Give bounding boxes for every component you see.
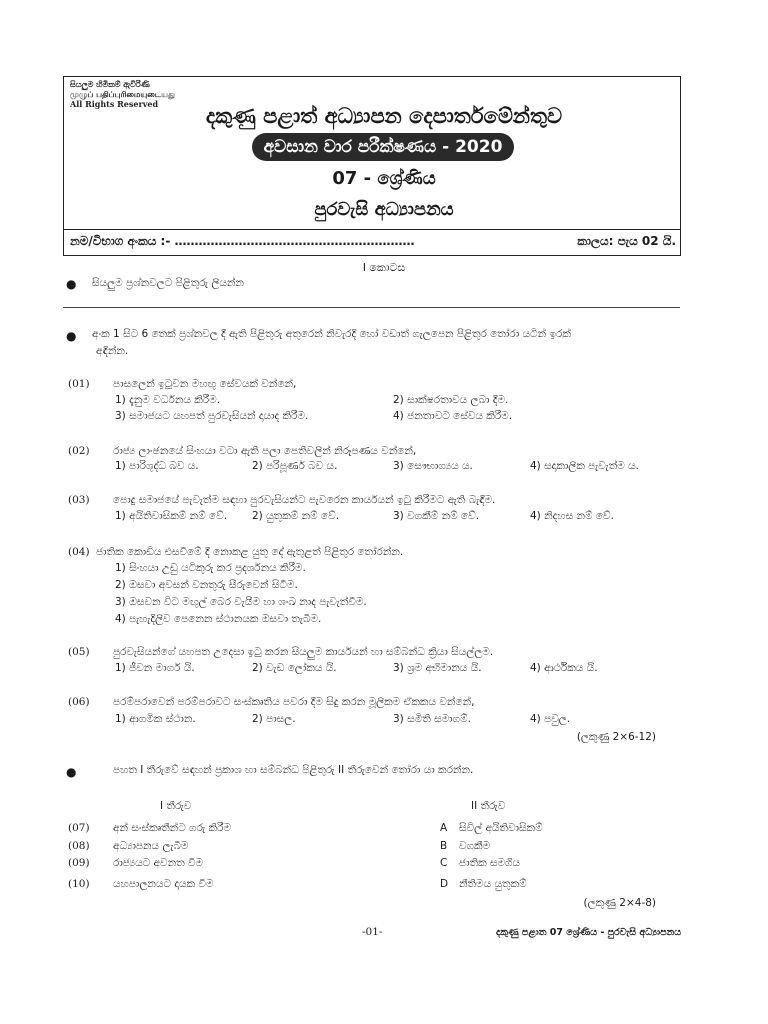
matching-instruction: පහත I තීරුවේ සඳහන් ප්‍රකාශ හා සම්බන්ධ පිළිතුරු II තීරුවෙන් තෝරා යා කරන්න. xyxy=(113,764,474,776)
question-number: (03) xyxy=(68,494,90,506)
option: 4) පැහැදිලිව පෙනෙන ස්ථානයක ඔසවා තැබීම. xyxy=(115,613,322,625)
marks-note: (ලකුණු 2×6-12) xyxy=(576,731,656,743)
matching-letter: C xyxy=(440,857,448,869)
footer-caption: දකුණු පළාත 07 ශ්‍රේණිය - පුරවැසි අධ්‍යාපනය xyxy=(496,927,682,938)
matching-left: අධ්‍යාපනය ලැබීම xyxy=(113,840,189,852)
matching-right: සිවිල් අයිතිවාසිකම් xyxy=(459,822,543,834)
matching-right: ජාතික සමගිය xyxy=(459,857,521,869)
matching-letter: A xyxy=(440,822,448,834)
question-text: පාසලෙන් ඉටුවන මහඟු සේවයක් වන්නේ, xyxy=(113,378,297,390)
divider xyxy=(63,307,680,308)
option: 3) වගකීම් නම් වේ. xyxy=(393,510,480,522)
matching-number: (10) xyxy=(68,878,90,890)
question-number: (04) xyxy=(68,546,90,558)
department-title: දකුණු පළාත් අධ්‍යාපන දෙපාර්තමේන්තුව xyxy=(205,104,563,128)
option: 1) පාරිශුද්ධ බව ය. xyxy=(115,460,199,472)
matching-letter: B xyxy=(440,840,448,852)
matching-letter: D xyxy=(440,878,449,890)
mcq-instruction-line-2: අඳින්න. xyxy=(96,345,129,357)
option: 3) ඔසවන විට මඟුල් බෙර වැයීම හා ශංඛ නාද පැවැත්වීම. xyxy=(115,596,367,608)
option: 4) ආර්ථිකය යි. xyxy=(530,662,598,674)
option: 2) පරිපූර්ණ බව ය. xyxy=(252,460,338,472)
matching-left: රාජ්‍යයට අවනත වීම xyxy=(113,857,204,869)
matching-right: වගකීම xyxy=(459,840,491,852)
rights-line-2: முழுப் பதிப்புரிமையுடையது xyxy=(70,89,175,99)
option: 2) සාක්ෂරතාවය ලබා දීම. xyxy=(393,394,509,406)
option: 4) සදාකාලික පැවැත්ම ය. xyxy=(530,460,639,472)
question-text: පරම්පරාවෙන් පරම්පරාවට සංස්කෘතිය පවරා දීම සිදු කරන මූලිකම ඒකකය වන්නේ, xyxy=(113,696,475,708)
option: 3) සෞභාග්‍යය ය. xyxy=(393,460,473,472)
option: 3) ශ්‍රම අභිමානය යි. xyxy=(393,662,482,674)
mcq-instruction-line-1: අංක 1 සිට 6 තෙක් ප්‍රශ්නවල දී ඇති පිළිතුරු අතුරෙන් නිවැරදි හෝ වඩාත් ගැලපෙන පිළිතුර තෝරා යටින් ඉරක් xyxy=(92,328,571,340)
rights-line-3: All Rights Reserved xyxy=(70,99,159,109)
bullet: ● xyxy=(66,329,77,343)
option: 4) ජනතාවට සේවය කිරීම. xyxy=(393,410,513,422)
option: 2) වැඩ ලෝකය යි. xyxy=(252,662,337,674)
question-number: (02) xyxy=(68,445,90,457)
option: 4) නිදහස නම් වේ. xyxy=(530,510,614,522)
column-1-title: I තීරුව xyxy=(160,800,192,812)
option: 3) සමිති සමාගම්. xyxy=(393,713,472,725)
question-text: පුරවැසියන්ගේ යහපත උදෙසා ඉටු කරන සියලුම කාර්යයන් හා සම්බන්ධ ක්‍රියා සියල්ලම. xyxy=(113,646,494,658)
option: 1) අයිතිවාසිකම් නම් වේ. xyxy=(115,510,228,522)
header-separator xyxy=(63,229,680,230)
question-number: (01) xyxy=(68,378,90,390)
matching-left: යහපාලනයට දායක වීම xyxy=(113,878,214,890)
part-title: I කොටස xyxy=(362,261,406,274)
option: 1) ආගමික ස්ථාන. xyxy=(115,713,196,725)
option: 1) සිංහයා උඩු යටිකුරු කර ප්‍රදර්ශනය කිරීම. xyxy=(115,562,306,574)
general-instruction: සියලුම ප්‍රශ්නවලට පිළිතුරු ලියන්න xyxy=(92,277,244,289)
grade-title: 07 - ශ්‍රේණිය xyxy=(332,168,436,189)
option: 2) ඔසවා අවසන් වනතුරු සීරුවෙන් සිටීම. xyxy=(115,579,298,591)
matching-number: (07) xyxy=(68,822,90,834)
question-text: ජාතික කොඩිය එසවීමේ දී නොකළ යුතු දේ ඇතුළත් පිළිතුර තෝරන්න. xyxy=(96,546,404,558)
matching-right: නීතිමය යුතුකම් xyxy=(459,878,527,890)
option: 2) පාසල. xyxy=(252,713,296,725)
matching-left: අන් සංස්කෘතීන්ට ගරු කිරීම xyxy=(113,822,232,834)
marks-note: (ලකුණු 2×4-8) xyxy=(583,897,656,909)
exam-title-badge: අවසාන වාර පරීක්ෂණය - 2020 xyxy=(252,133,514,161)
option: 2) යුතුකම් නම් වේ. xyxy=(252,510,340,522)
question-number: (06) xyxy=(68,696,90,708)
matching-number: (08) xyxy=(68,840,90,852)
rights-line-1: සියලුම හිමිකම් ඇවිරිණි xyxy=(70,79,150,89)
option: 1) ජීවන මාර්ග යි. xyxy=(115,662,195,674)
option: 1) දැනුම වර්ධනය කිරීම. xyxy=(115,394,221,406)
option: 3) සමාජයට යහපත් පුරවැසියන් දායාද කිරීම. xyxy=(115,410,309,422)
subject-title: පුරවැසි අධ්‍යාපනය xyxy=(314,199,454,220)
question-text: රාජ්‍ය ලාංඡනයේ සිංහයා වටා ඇති පලා පෙතිවලින් නිරූපණය වන්නේ, xyxy=(113,445,417,457)
name-index-label: නම/විභාග අංකය :- …………………………………………………… xyxy=(70,234,415,248)
time-label: කාලය: පැය 02 යි. xyxy=(577,234,676,248)
matching-number: (09) xyxy=(68,857,90,869)
bullet: ● xyxy=(66,765,77,779)
question-number: (05) xyxy=(68,646,90,658)
page-number: -01- xyxy=(362,926,383,938)
bullet: ● xyxy=(66,277,77,291)
question-text: පොදු සමාජයේ පැවැත්ම සඳහා පුරවැසියන්ට පැවරෙන කාර්යයන් ඉටු කිරීමට ඇති බැඳීම. xyxy=(113,494,496,506)
column-2-title: II තීරුව xyxy=(471,800,506,812)
option: 4) පවුල. xyxy=(530,713,571,725)
